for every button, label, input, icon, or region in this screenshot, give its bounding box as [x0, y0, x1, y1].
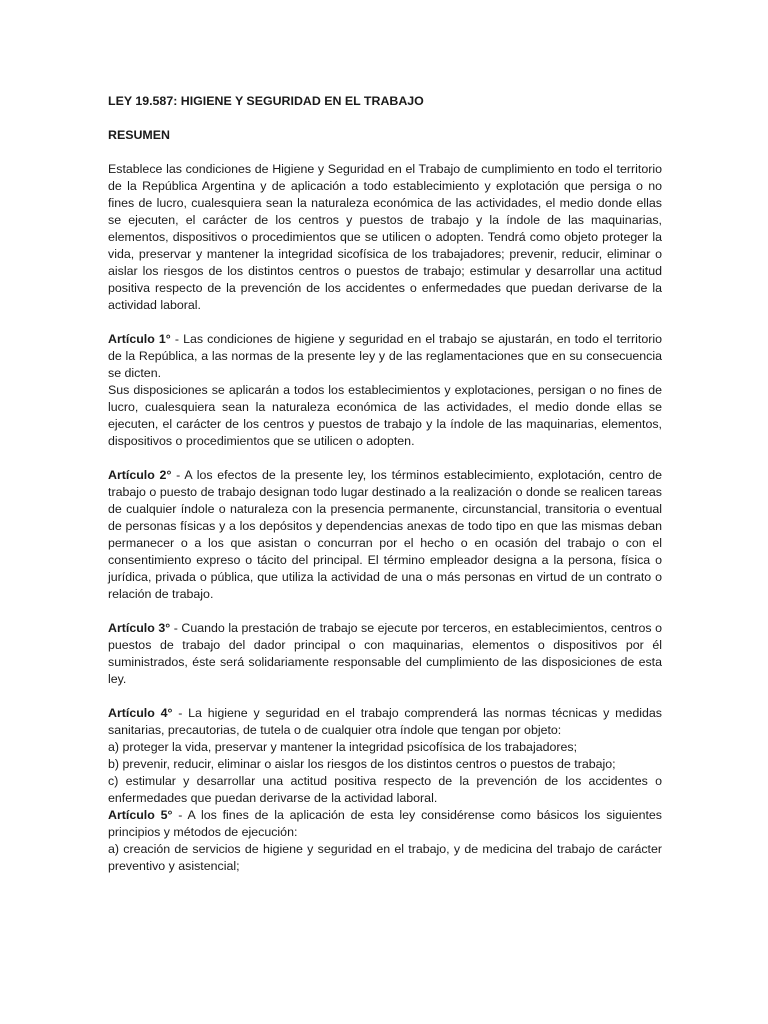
article-5 — [108, 807, 662, 841]
article-4-item-c: c) estimular y desarrollar una actitud positiva respecto de la prevención de los accidentes o enfermedades que puedan derivarse de la actividad laboral. — [108, 774, 662, 805]
article-5-text: - A los fines de la aplicación de esta ley considérense como básicos los siguientes principios y métodos de ejecución: — [108, 808, 662, 839]
article-4-text: - La higiene y seguridad en el trabajo comprenderá las normas técnicas y medidas sanitarias, precautorias, de tutela o de cualquier otra índole que tengan por objeto: — [108, 706, 662, 737]
article-1-text: - Las condiciones de higiene y seguridad en el trabajo se ajustarán, en todo el territorio de la República, a las normas de la presente ley y de las reglamentaciones que en su consecuencia se dicten. — [108, 332, 663, 380]
article-1-paragraph-2: Sus disposiciones se aplicarán a todos los establecimientos y explotaciones, persigan o no fines de lucro, cualesquiera sean la naturaleza económica de las actividades, el medio donde ellas se ejecuten, el carácter de los centros y puestos de trabajo y la índole de las maquinarias, elementos, dispositivos o procedimientos que se utilicen o adopten. — [108, 383, 662, 448]
document-title: LEY 19.587: HIGIENE Y SEGURIDAD EN EL TRABAJO — [108, 94, 424, 108]
article-5-item-a: a) creación de servicios de higiene y seguridad en el trabajo, y de medicina del trabajo de carácter preventivo y asistencial; — [108, 842, 662, 873]
article-4-item-a: a) proteger la vida, preservar y mantener la integridad psicofísica de los trabajadores; — [108, 740, 578, 754]
article-1-label: Artículo 1° — [108, 332, 171, 346]
article-3-text: - Cuando la prestación de trabajo se ejecute por terceros, en establecimientos, centros o puestos de trabajo del dador principal o con maquinarias, elementos o dispositivos por él suministrados, éste será solidariamente responsable del cumplimiento de las disposiciones de esta ley. — [108, 621, 662, 686]
article-3-label: Artículo 3° — [108, 621, 171, 635]
article-2 — [108, 467, 662, 603]
article-3 — [108, 620, 662, 688]
article-1 — [108, 331, 662, 382]
article-4-item-b: b) prevenir, reducir, eliminar o aislar los riesgos de los distintos centros o puestos de trabajo; — [108, 757, 616, 771]
article-4-label: Artículo 4° — [108, 706, 173, 720]
summary-heading: RESUMEN — [108, 128, 170, 142]
document-page — [108, 93, 662, 875]
article-5-label: Artículo 5° — [108, 808, 173, 822]
article-4 — [108, 705, 662, 739]
summary-paragraph: Establece las condiciones de Higiene y Seguridad en el Trabajo de cumplimiento en todo el territorio de la República Argentina y de aplicación a todo establecimiento y explotación que persiga o no fines de lucro, cualesquiera sean la naturaleza económica de las actividades, el medio donde ellas se ejecuten, el carácter de los centros y puestos de trabajo y la índole de las maquinarias, elementos, dispositivos o procedimientos que se utilicen o adopten. Tendrá como objeto proteger la vida, preservar y mantener la integridad sicofísica de los trabajadores; prevenir, reducir, eliminar o aislar los riesgos de los distintos centros o puestos de trabajo; estimular y desarrollar una actitud positiva respecto de la prevención de los accidentes o enfermedades que puedan derivarse de la actividad laboral. — [108, 162, 662, 312]
article-2-text: - A los efectos de la presente ley, los términos establecimiento, explotación, centro de trabajo o puesto de trabajo designan todo lugar destinado a la realización o donde se realicen tareas de cualquier índole o naturaleza con la presencia permanente, circunstancial, transitoria o eventual de personas físicas y a los depósitos y dependencias anexas de todo tipo en que las mismas deban permanecer o a los que asistan o concurran por el hecho o en ocasión del trabajo o con el consentimiento expreso o tácito del principal. El término empleador designa a la persona, física o jurídica, privada o pública, que utiliza la actividad de una o más personas en virtud de un contrato o relación de trabajo. — [108, 468, 662, 601]
article-2-label: Artículo 2° — [108, 468, 172, 482]
